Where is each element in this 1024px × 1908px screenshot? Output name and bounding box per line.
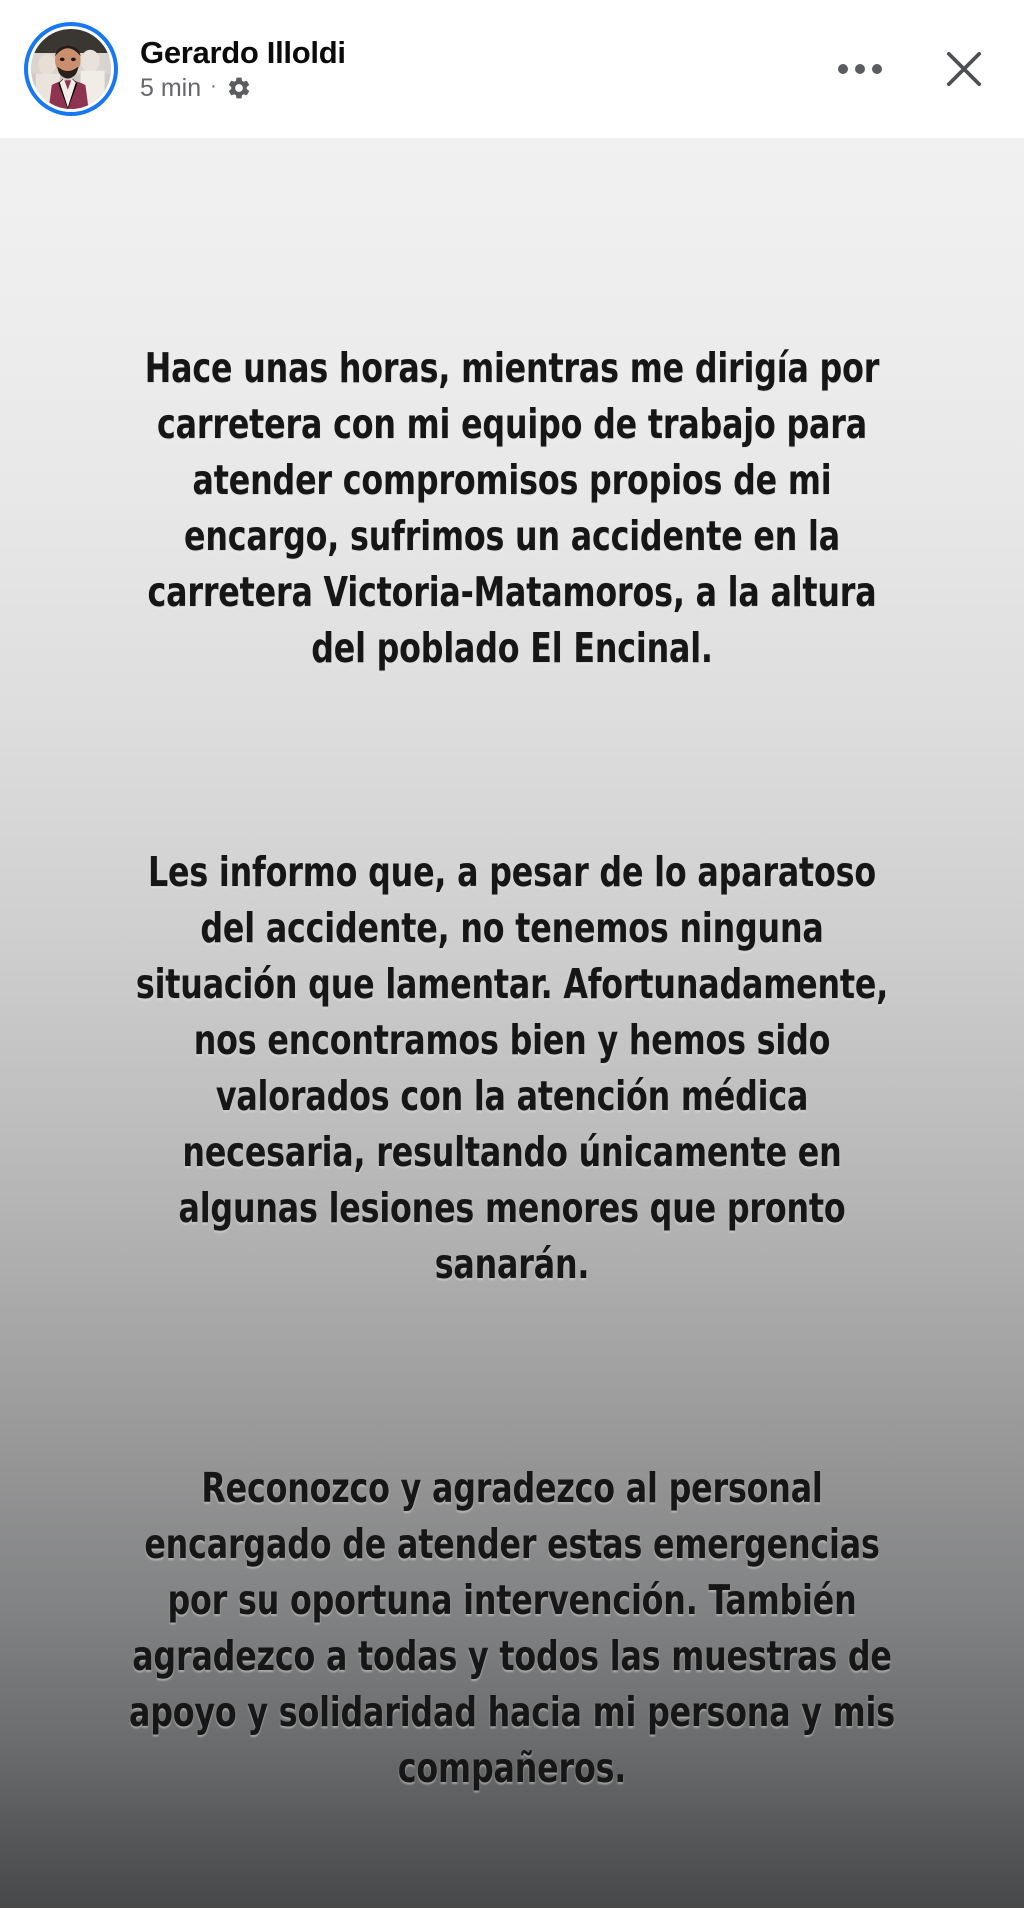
ellipsis-icon xyxy=(838,64,882,74)
story-paragraph: Hace unas horas, mientras me dirigía por carretera con mi equipo de trabajo para atender compromisos propios de mi encargo, sufrimos un accidente en la carretera Victoria-Matamoros, a la altura del poblado El Encinal. xyxy=(144,344,891,672)
header-actions xyxy=(838,43,990,95)
author-name[interactable]: Gerardo Illoldi xyxy=(140,35,346,71)
more-options-button[interactable] xyxy=(838,64,882,74)
post-header-text xyxy=(140,35,838,102)
avatar-ring[interactable] xyxy=(24,22,118,116)
meta-separator: · xyxy=(210,75,217,98)
post-meta xyxy=(140,74,838,103)
story-text-block xyxy=(125,228,906,1908)
story-background xyxy=(0,138,1024,1908)
gear-icon[interactable] xyxy=(226,75,252,101)
close-icon xyxy=(938,43,990,95)
avatar[interactable] xyxy=(31,29,111,109)
avatar-image xyxy=(31,29,111,109)
story-paragraph: Les informo que, a pesar de lo aparatoso del accidente, no tenemos ninguna situación que lamentar. Afortunadamente, nos encontramos bien y hemos sido valorados con la atención médica necesaria, resultando únicamente en algunas lesiones menores que pronto sanarán. xyxy=(135,848,899,1288)
story-paragraph: Reconozco y agradezco al personal encargado de atender estas emergencias por su oportuna intervención. También agradezco a todas y todos las muestras de apoyo y solidaridad hacia mi persona y mis compañeros. xyxy=(129,1464,906,1792)
close-button[interactable] xyxy=(938,43,990,95)
timestamp: 5 min xyxy=(140,73,202,102)
post-header xyxy=(0,0,1024,138)
